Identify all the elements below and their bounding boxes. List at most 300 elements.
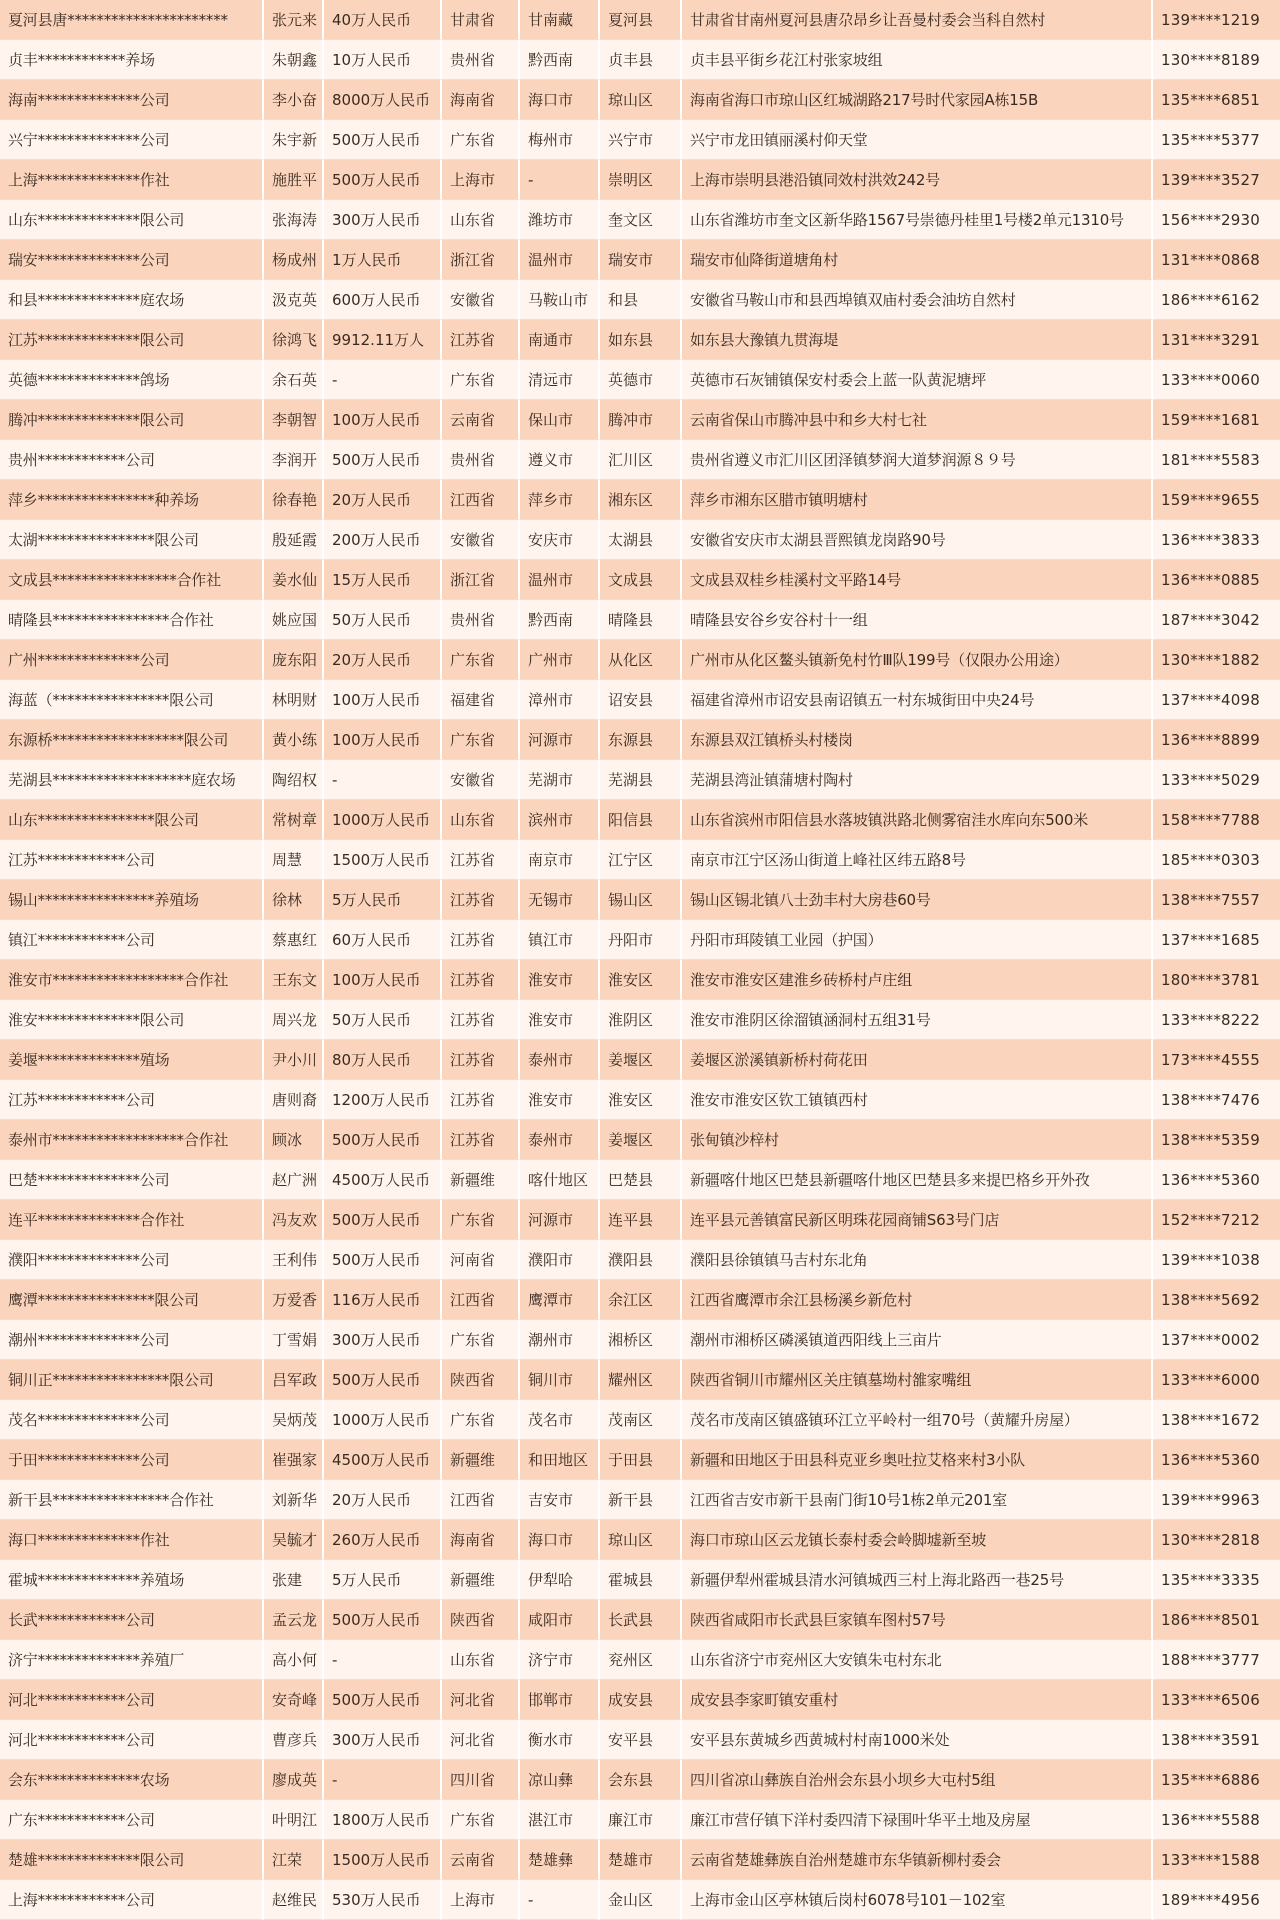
registered-capital-cell: -	[324, 1640, 442, 1680]
province-cell: 安徽省	[442, 760, 520, 800]
company-name-cell: 淮安市******************合作社	[0, 960, 264, 1000]
province-cell: 陕西省	[442, 1600, 520, 1640]
phone-cell: 135****3335	[1153, 1560, 1280, 1600]
city-cell: 河源市	[520, 1200, 600, 1240]
company-name-cell: 霍城**************养殖场	[0, 1560, 264, 1600]
phone-cell: 181****5583	[1153, 440, 1280, 480]
district-cell: 琼山区	[600, 1520, 682, 1560]
phone-cell: 136****5588	[1153, 1800, 1280, 1840]
legal-person-cell: 徐鸿飞	[264, 320, 324, 360]
registered-capital-cell: 8000万人民币	[324, 80, 442, 120]
phone-cell: 137****4098	[1153, 680, 1280, 720]
city-cell: 湛江市	[520, 1800, 600, 1840]
legal-person-cell: 林明财	[264, 680, 324, 720]
phone-cell: 136****8899	[1153, 720, 1280, 760]
address-cell: 山东省滨州市阳信县水落坡镇洪路北侧雾宿洼水库向东500米	[682, 800, 1153, 840]
legal-person-cell: 吴炳茂	[264, 1400, 324, 1440]
registered-capital-cell: 260万人民币	[324, 1520, 442, 1560]
legal-person-cell: 周兴龙	[264, 1000, 324, 1040]
city-cell: 南京市	[520, 840, 600, 880]
district-cell: 琼山区	[600, 80, 682, 120]
city-cell: 凉山彝	[520, 1760, 600, 1800]
legal-person-cell: 唐则裔	[264, 1080, 324, 1120]
phone-cell: 186****8501	[1153, 1600, 1280, 1640]
province-cell: 广东省	[442, 1800, 520, 1840]
company-name-cell: 会东**************农场	[0, 1760, 264, 1800]
company-name-cell: 楚雄**************限公司	[0, 1840, 264, 1880]
city-cell: 梅州市	[520, 120, 600, 160]
legal-person-cell: 姚应国	[264, 600, 324, 640]
district-cell: 太湖县	[600, 520, 682, 560]
district-cell: 淮安区	[600, 1080, 682, 1120]
address-cell: 姜堰区淤溪镇新桥村荷花田	[682, 1040, 1153, 1080]
city-cell: 清远市	[520, 360, 600, 400]
registered-capital-cell: 500万人民币	[324, 1200, 442, 1240]
city-cell: 鹰潭市	[520, 1280, 600, 1320]
registered-capital-cell: -	[324, 1760, 442, 1800]
phone-cell: 158****7788	[1153, 800, 1280, 840]
address-cell: 上海市金山区亭林镇后岗村6078号101－102室	[682, 1880, 1153, 1920]
province-cell: 贵州省	[442, 600, 520, 640]
legal-person-cell: 周慧	[264, 840, 324, 880]
company-name-cell: 潮州**************公司	[0, 1320, 264, 1360]
province-cell: 河北省	[442, 1680, 520, 1720]
address-cell: 新疆喀什地区巴楚县新疆喀什地区巴楚县多来提巴格乡开外孜	[682, 1160, 1153, 1200]
legal-person-cell: 曹彦兵	[264, 1720, 324, 1760]
legal-person-cell: 尹小川	[264, 1040, 324, 1080]
address-cell: 张甸镇沙梓村	[682, 1120, 1153, 1160]
phone-cell: 133****0060	[1153, 360, 1280, 400]
district-cell: 腾冲市	[600, 400, 682, 440]
legal-person-cell: 刘新华	[264, 1480, 324, 1520]
district-cell: 霍城县	[600, 1560, 682, 1600]
district-cell: 诏安县	[600, 680, 682, 720]
legal-person-cell: 赵维民	[264, 1880, 324, 1920]
province-cell: 四川省	[442, 1760, 520, 1800]
company-name-cell: 江苏************公司	[0, 840, 264, 880]
province-cell: 甘肃省	[442, 0, 520, 40]
district-cell: 楚雄市	[600, 1840, 682, 1880]
phone-cell: 133****6000	[1153, 1360, 1280, 1400]
phone-cell: 180****3781	[1153, 960, 1280, 1000]
legal-person-cell: 张海涛	[264, 200, 324, 240]
phone-cell: 138****1672	[1153, 1400, 1280, 1440]
phone-cell: 135****6886	[1153, 1760, 1280, 1800]
legal-person-cell: 江荣	[264, 1840, 324, 1880]
address-cell: 兴宁市龙田镇丽溪村仰天堂	[682, 120, 1153, 160]
legal-person-cell: 廖成英	[264, 1760, 324, 1800]
province-cell: 新疆维	[442, 1160, 520, 1200]
city-cell: 潮州市	[520, 1320, 600, 1360]
city-cell: 衡水市	[520, 1720, 600, 1760]
company-name-cell: 海口**************作社	[0, 1520, 264, 1560]
district-cell: 兴宁市	[600, 120, 682, 160]
phone-cell: 133****8222	[1153, 1000, 1280, 1040]
province-cell: 江苏省	[442, 1120, 520, 1160]
registered-capital-cell: 5万人民币	[324, 1560, 442, 1600]
province-cell: 陕西省	[442, 1360, 520, 1400]
district-cell: 于田县	[600, 1440, 682, 1480]
phone-cell: 159****9655	[1153, 480, 1280, 520]
address-cell: 如东县大豫镇九贯海堤	[682, 320, 1153, 360]
province-cell: 贵州省	[442, 440, 520, 480]
city-cell: 泰州市	[520, 1120, 600, 1160]
registered-capital-cell: -	[324, 760, 442, 800]
legal-person-cell: 李润开	[264, 440, 324, 480]
district-cell: 耀州区	[600, 1360, 682, 1400]
phone-cell: 131****0868	[1153, 240, 1280, 280]
district-cell: 芜湖县	[600, 760, 682, 800]
city-cell: 喀什地区	[520, 1160, 600, 1200]
registered-capital-cell: 100万人民币	[324, 680, 442, 720]
company-name-cell: 文成县*****************合作社	[0, 560, 264, 600]
district-cell: 瑞安市	[600, 240, 682, 280]
city-cell: 吉安市	[520, 1480, 600, 1520]
company-name-cell: 萍乡****************种养场	[0, 480, 264, 520]
province-cell: 浙江省	[442, 560, 520, 600]
company-name-cell: 海蓝（****************限公司	[0, 680, 264, 720]
city-cell: 广州市	[520, 640, 600, 680]
address-cell: 广州市从化区鳌头镇新免村竹Ⅲ队199号（仅限办公用途）	[682, 640, 1153, 680]
legal-person-cell: 徐林	[264, 880, 324, 920]
phone-cell: 137****0002	[1153, 1320, 1280, 1360]
city-cell: 黔西南	[520, 600, 600, 640]
phone-cell: 139****1038	[1153, 1240, 1280, 1280]
legal-person-cell: 蔡惠红	[264, 920, 324, 960]
phone-cell: 138****7557	[1153, 880, 1280, 920]
company-name-cell: 淮安**************限公司	[0, 1000, 264, 1040]
registered-capital-cell: 600万人民币	[324, 280, 442, 320]
phone-cell: 138****7476	[1153, 1080, 1280, 1120]
district-cell: 从化区	[600, 640, 682, 680]
address-cell: 英德市石灰铺镇保安村委会上蓝一队黄泥塘坪	[682, 360, 1153, 400]
city-cell: 保山市	[520, 400, 600, 440]
city-cell: 海口市	[520, 1520, 600, 1560]
legal-person-cell: 吴毓才	[264, 1520, 324, 1560]
address-cell: 萍乡市湘东区腊市镇明塘村	[682, 480, 1153, 520]
registered-capital-cell: 530万人民币	[324, 1880, 442, 1920]
company-name-cell: 河北************公司	[0, 1720, 264, 1760]
registered-capital-cell: 500万人民币	[324, 1360, 442, 1400]
legal-person-cell: 顾冰	[264, 1120, 324, 1160]
legal-person-cell: 殷延霞	[264, 520, 324, 560]
province-cell: 广东省	[442, 360, 520, 400]
province-cell: 云南省	[442, 400, 520, 440]
address-cell: 锡山区锡北镇八士劲丰村大房巷60号	[682, 880, 1153, 920]
province-cell: 山东省	[442, 200, 520, 240]
city-cell: 潍坊市	[520, 200, 600, 240]
address-cell: 陕西省铜川市耀州区关庄镇墓坳村雒家嘴组	[682, 1360, 1153, 1400]
legal-person-cell: 朱朝鑫	[264, 40, 324, 80]
city-cell: 萍乡市	[520, 480, 600, 520]
company-name-cell: 海南**************公司	[0, 80, 264, 120]
legal-person-cell: 朱宇新	[264, 120, 324, 160]
address-cell: 丹阳市珥陵镇工业园（护国）	[682, 920, 1153, 960]
registered-capital-cell: 1500万人民币	[324, 840, 442, 880]
province-cell: 江苏省	[442, 1080, 520, 1120]
province-cell: 新疆维	[442, 1440, 520, 1480]
company-name-cell: 兴宁**************公司	[0, 120, 264, 160]
city-cell: 淮安市	[520, 1080, 600, 1120]
district-cell: 兖州区	[600, 1640, 682, 1680]
company-name-cell: 芜湖县*******************庭农场	[0, 760, 264, 800]
registered-capital-cell: 100万人民币	[324, 400, 442, 440]
city-cell: 淮安市	[520, 1000, 600, 1040]
company-name-cell: 泰州市******************合作社	[0, 1120, 264, 1160]
address-cell: 甘肃省甘南州夏河县唐尕昂乡让吾曼村委会当科自然村	[682, 0, 1153, 40]
district-cell: 茂南区	[600, 1400, 682, 1440]
phone-cell: 136****3833	[1153, 520, 1280, 560]
district-cell: 阳信县	[600, 800, 682, 840]
address-cell: 安平县东黄城乡西黄城村村南1000米处	[682, 1720, 1153, 1760]
province-cell: 海南省	[442, 80, 520, 120]
province-cell: 上海市	[442, 160, 520, 200]
address-cell: 安徽省马鞍山市和县西埠镇双庙村委会油坊自然村	[682, 280, 1153, 320]
address-cell: 文成县双桂乡桂溪村文平路14号	[682, 560, 1153, 600]
registered-capital-cell: 40万人民币	[324, 0, 442, 40]
district-cell: 如东县	[600, 320, 682, 360]
company-name-cell: 铜川正****************限公司	[0, 1360, 264, 1400]
city-cell: 楚雄彝	[520, 1840, 600, 1880]
province-cell: 广东省	[442, 1400, 520, 1440]
company-name-cell: 茂名**************公司	[0, 1400, 264, 1440]
registered-capital-cell: 500万人民币	[324, 440, 442, 480]
phone-cell: 188****3777	[1153, 1640, 1280, 1680]
company-name-cell: 于田**************公司	[0, 1440, 264, 1480]
address-cell: 南京市江宁区汤山街道上峰社区纬五路8号	[682, 840, 1153, 880]
district-cell: 贞丰县	[600, 40, 682, 80]
phone-cell: 137****1685	[1153, 920, 1280, 960]
company-name-cell: 锡山****************养殖场	[0, 880, 264, 920]
phone-cell: 173****4555	[1153, 1040, 1280, 1080]
registered-capital-cell: 200万人民币	[324, 520, 442, 560]
district-cell: 崇明区	[600, 160, 682, 200]
district-cell: 汇川区	[600, 440, 682, 480]
district-cell: 丹阳市	[600, 920, 682, 960]
district-cell: 会东县	[600, 1760, 682, 1800]
city-cell: 海口市	[520, 80, 600, 120]
registered-capital-cell: 500万人民币	[324, 160, 442, 200]
district-cell: 长武县	[600, 1600, 682, 1640]
province-cell: 海南省	[442, 1520, 520, 1560]
district-cell: 姜堰区	[600, 1120, 682, 1160]
legal-person-cell: 常树章	[264, 800, 324, 840]
company-name-cell: 江苏**************限公司	[0, 320, 264, 360]
address-cell: 贞丰县平街乡花江村张家坡组	[682, 40, 1153, 80]
province-cell: 贵州省	[442, 40, 520, 80]
registered-capital-cell: 50万人民币	[324, 600, 442, 640]
company-name-cell: 和县**************庭农场	[0, 280, 264, 320]
address-cell: 瑞安市仙降街道塘角村	[682, 240, 1153, 280]
phone-cell: 156****2930	[1153, 200, 1280, 240]
district-cell: 巴楚县	[600, 1160, 682, 1200]
registered-capital-cell: 500万人民币	[324, 1600, 442, 1640]
company-name-cell: 连平**************合作社	[0, 1200, 264, 1240]
registered-capital-cell: 20万人民币	[324, 1480, 442, 1520]
registered-capital-cell: 4500万人民币	[324, 1440, 442, 1480]
phone-cell: 189****4956	[1153, 1880, 1280, 1920]
phone-cell: 159****1681	[1153, 400, 1280, 440]
legal-person-cell: 李朝智	[264, 400, 324, 440]
province-cell: 江苏省	[442, 840, 520, 880]
district-cell: 连平县	[600, 1200, 682, 1240]
city-cell: 黔西南	[520, 40, 600, 80]
district-cell: 金山区	[600, 1880, 682, 1920]
registered-capital-cell: 1000万人民币	[324, 800, 442, 840]
company-name-cell: 英德**************鸽场	[0, 360, 264, 400]
legal-person-cell: 姜水仙	[264, 560, 324, 600]
district-cell: 湘东区	[600, 480, 682, 520]
address-cell: 四川省凉山彝族自治州会东县小坝乡大屯村5组	[682, 1760, 1153, 1800]
city-cell: 邯郸市	[520, 1680, 600, 1720]
phone-cell: 133****5029	[1153, 760, 1280, 800]
legal-person-cell: 冯友欢	[264, 1200, 324, 1240]
province-cell: 河南省	[442, 1240, 520, 1280]
city-cell: 伊犁哈	[520, 1560, 600, 1600]
address-cell: 廉江市营仔镇下洋村委四清下禄围叶华平土地及房屋	[682, 1800, 1153, 1840]
address-cell: 云南省楚雄彝族自治州楚雄市东华镇新柳村委会	[682, 1840, 1153, 1880]
city-cell: 淮安市	[520, 960, 600, 1000]
legal-person-cell: 孟云龙	[264, 1600, 324, 1640]
registered-capital-cell: 4500万人民币	[324, 1160, 442, 1200]
phone-cell: 138****3591	[1153, 1720, 1280, 1760]
city-cell: 漳州市	[520, 680, 600, 720]
registered-capital-cell: 300万人民币	[324, 1320, 442, 1360]
registered-capital-cell: 1800万人民币	[324, 1800, 442, 1840]
city-cell: 马鞍山市	[520, 280, 600, 320]
company-name-cell: 上海**************作社	[0, 160, 264, 200]
legal-person-cell: 徐春艳	[264, 480, 324, 520]
legal-person-cell: 王利伟	[264, 1240, 324, 1280]
legal-person-cell: 张元来	[264, 0, 324, 40]
address-cell: 贵州省遵义市汇川区团泽镇梦润大道梦润源８９号	[682, 440, 1153, 480]
district-cell: 晴隆县	[600, 600, 682, 640]
company-name-cell: 广东************公司	[0, 1800, 264, 1840]
legal-person-cell: 万爱香	[264, 1280, 324, 1320]
province-cell: 江苏省	[442, 320, 520, 360]
district-cell: 英德市	[600, 360, 682, 400]
district-cell: 锡山区	[600, 880, 682, 920]
address-cell: 淮安市淮安区建淮乡砖桥村卢庄组	[682, 960, 1153, 1000]
province-cell: 广东省	[442, 1320, 520, 1360]
city-cell: -	[520, 1880, 600, 1920]
district-cell: 文成县	[600, 560, 682, 600]
registered-capital-cell: -	[324, 360, 442, 400]
city-cell: 温州市	[520, 240, 600, 280]
company-name-cell: 夏河县唐**********************	[0, 0, 264, 40]
district-cell: 奎文区	[600, 200, 682, 240]
province-cell: 江苏省	[442, 880, 520, 920]
company-name-cell: 河北************公司	[0, 1680, 264, 1720]
province-cell: 云南省	[442, 1840, 520, 1880]
registered-capital-cell: 500万人民币	[324, 1680, 442, 1720]
district-cell: 淮安区	[600, 960, 682, 1000]
phone-cell: 185****0303	[1153, 840, 1280, 880]
address-cell: 晴隆县安谷乡安谷村十一组	[682, 600, 1153, 640]
phone-cell: 130****1882	[1153, 640, 1280, 680]
district-cell: 夏河县	[600, 0, 682, 40]
address-cell: 连平县元善镇富民新区明珠花园商铺S63号门店	[682, 1200, 1153, 1240]
phone-cell: 136****5360	[1153, 1440, 1280, 1480]
address-cell: 成安县李家町镇安重村	[682, 1680, 1153, 1720]
address-cell: 新疆伊犁州霍城县清水河镇城西三村上海北路西一巷25号	[682, 1560, 1153, 1600]
registered-capital-cell: 10万人民币	[324, 40, 442, 80]
province-cell: 河北省	[442, 1720, 520, 1760]
registered-capital-cell: 116万人民币	[324, 1280, 442, 1320]
legal-person-cell: 陶绍权	[264, 760, 324, 800]
legal-person-cell: 高小何	[264, 1640, 324, 1680]
company-name-cell: 上海************公司	[0, 1880, 264, 1920]
company-name-cell: 长武************公司	[0, 1600, 264, 1640]
phone-cell: 130****2818	[1153, 1520, 1280, 1560]
phone-cell: 138****5359	[1153, 1120, 1280, 1160]
registered-capital-cell: 1000万人民币	[324, 1400, 442, 1440]
district-cell: 廉江市	[600, 1800, 682, 1840]
province-cell: 新疆维	[442, 1560, 520, 1600]
registered-capital-cell: 15万人民币	[324, 560, 442, 600]
address-cell: 云南省保山市腾冲县中和乡大村七社	[682, 400, 1153, 440]
registered-capital-cell: 5万人民币	[324, 880, 442, 920]
company-name-cell: 济宁**************养殖厂	[0, 1640, 264, 1680]
phone-cell: 133****6506	[1153, 1680, 1280, 1720]
company-name-cell: 濮阳**************公司	[0, 1240, 264, 1280]
company-name-cell: 晴隆县****************合作社	[0, 600, 264, 640]
city-cell: 铜川市	[520, 1360, 600, 1400]
district-cell: 余江区	[600, 1280, 682, 1320]
registered-capital-cell: 80万人民币	[324, 1040, 442, 1080]
address-cell: 福建省漳州市诏安县南诏镇五一村东城街田中央24号	[682, 680, 1153, 720]
legal-person-cell: 叶明江	[264, 1800, 324, 1840]
address-cell: 江西省鹰潭市余江县杨溪乡新危村	[682, 1280, 1153, 1320]
address-cell: 潮州市湘桥区磷溪镇道西阳线上三亩片	[682, 1320, 1153, 1360]
phone-cell: 187****3042	[1153, 600, 1280, 640]
legal-person-cell: 汲克英	[264, 280, 324, 320]
district-cell: 湘桥区	[600, 1320, 682, 1360]
province-cell: 安徽省	[442, 520, 520, 560]
registered-capital-cell: 100万人民币	[324, 720, 442, 760]
district-cell: 濮阳县	[600, 1240, 682, 1280]
legal-person-cell: 崔强家	[264, 1440, 324, 1480]
company-name-cell: 广州**************公司	[0, 640, 264, 680]
phone-cell: 135****5377	[1153, 120, 1280, 160]
province-cell: 江苏省	[442, 920, 520, 960]
address-cell: 江西省吉安市新干县南门街10号1栋2单元201室	[682, 1480, 1153, 1520]
province-cell: 山东省	[442, 1640, 520, 1680]
district-cell: 姜堰区	[600, 1040, 682, 1080]
legal-person-cell: 庞东阳	[264, 640, 324, 680]
phone-cell: 152****7212	[1153, 1200, 1280, 1240]
legal-person-cell: 张建	[264, 1560, 324, 1600]
registered-capital-cell: 500万人民币	[324, 120, 442, 160]
company-name-cell: 腾冲**************限公司	[0, 400, 264, 440]
province-cell: 江苏省	[442, 960, 520, 1000]
legal-person-cell: 丁雪娟	[264, 1320, 324, 1360]
company-name-cell: 山东**************限公司	[0, 200, 264, 240]
address-cell: 山东省潍坊市奎文区新华路1567号崇德丹桂里1号楼2单元1310号	[682, 200, 1153, 240]
company-name-cell: 江苏************公司	[0, 1080, 264, 1120]
phone-cell: 139****9963	[1153, 1480, 1280, 1520]
registered-capital-cell: 1万人民币	[324, 240, 442, 280]
registered-capital-cell: 60万人民币	[324, 920, 442, 960]
province-cell: 广东省	[442, 640, 520, 680]
phone-cell: 136****5360	[1153, 1160, 1280, 1200]
legal-person-cell: 吕军政	[264, 1360, 324, 1400]
registered-capital-cell: 100万人民币	[324, 960, 442, 1000]
legal-person-cell: 王东文	[264, 960, 324, 1000]
city-cell: 滨州市	[520, 800, 600, 840]
province-cell: 广东省	[442, 1200, 520, 1240]
legal-person-cell: 李小奋	[264, 80, 324, 120]
